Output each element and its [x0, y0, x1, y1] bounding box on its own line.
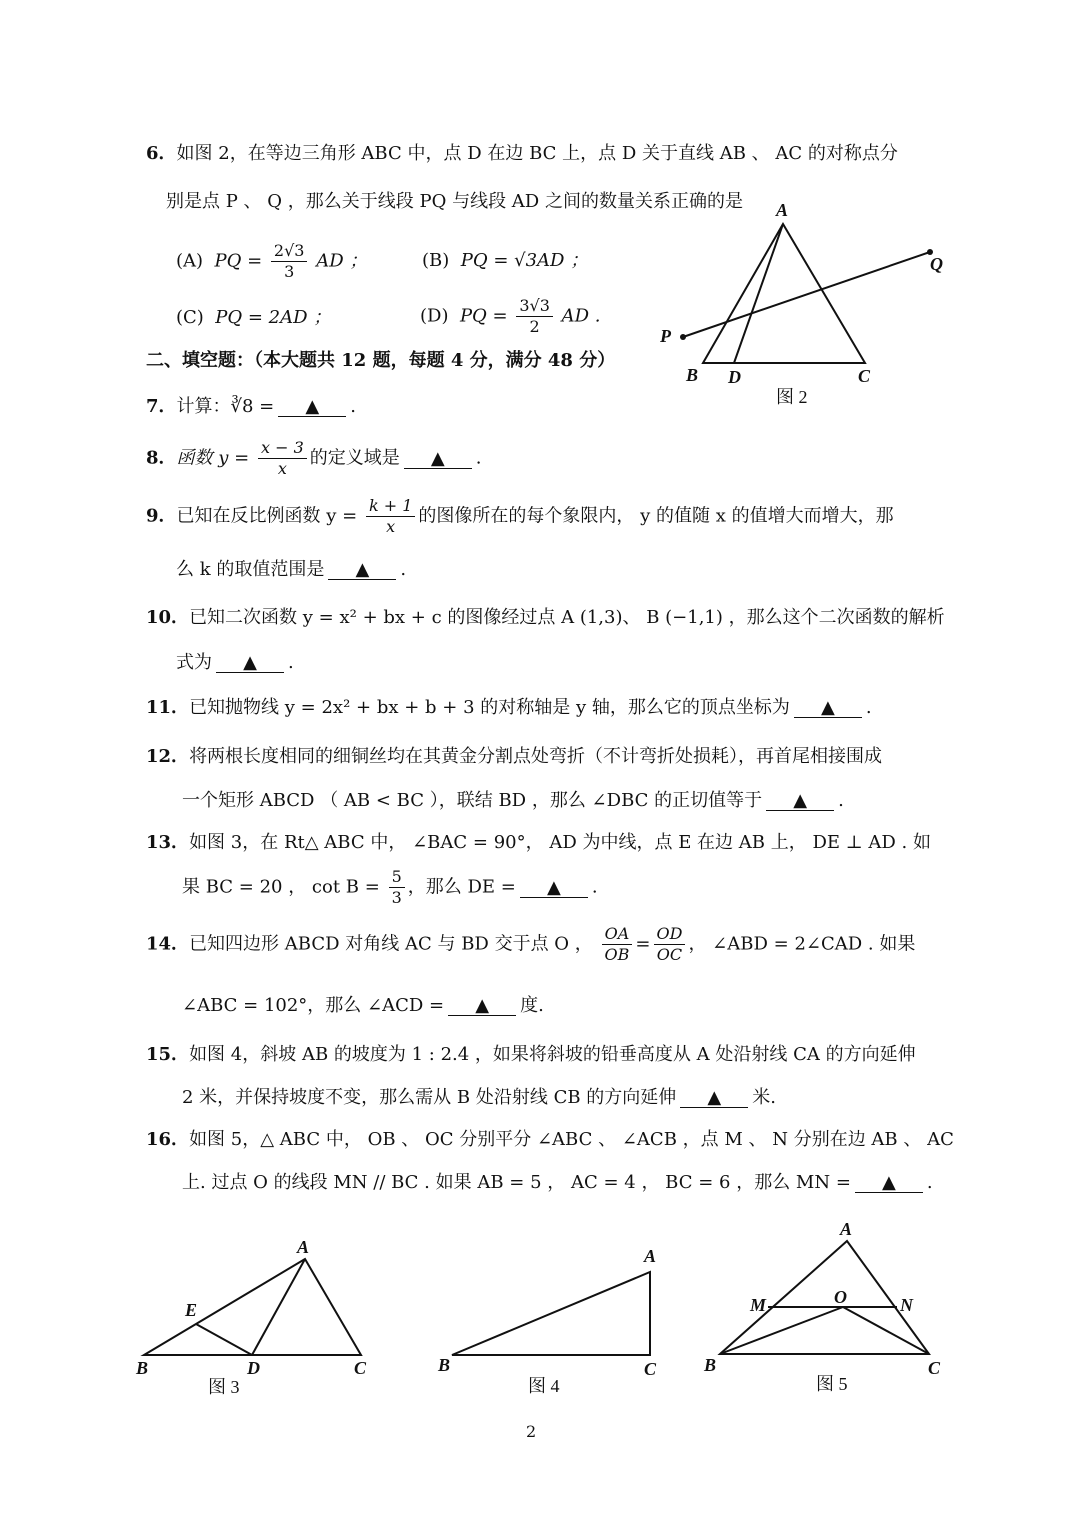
- q10-text-2: 式为: [176, 652, 212, 673]
- q10-line2: [176, 654, 294, 673]
- q7-answer-blank: ▲: [278, 398, 346, 417]
- page-number: 2: [526, 1422, 537, 1441]
- fig4-label-b: B: [438, 1355, 451, 1375]
- fig5-label-b: B: [704, 1355, 717, 1375]
- q6-option-a-fraction: $\frac{2√3}{3}$: [271, 243, 308, 280]
- q13-text-1: 如图 3，在 Rt△ ABC 中， ∠BAC = 90°， AD 为中线，点 E 在边 AB 上， DE ⊥ AD . 如: [189, 832, 931, 853]
- fig4-label-c: C: [644, 1359, 657, 1379]
- q12-text-2: 一个矩形 ABCD （ AB < BC ），联结 BD ，那么 ∠DBC 的正切值等于: [182, 790, 763, 811]
- q16-answer-blank: ▲: [855, 1174, 923, 1193]
- q13-text-2-mid: ，那么 DE =: [407, 876, 516, 898]
- q12-text-1: 将两根长度相同的细铜丝均在其黄金分割点处弯折（不计弯折处损耗），再首尾相接围成: [189, 746, 883, 767]
- q9-text-2: 么 k 的取值范围是: [176, 559, 325, 580]
- q10-number: 10．: [146, 607, 190, 628]
- fig2-label-b: B: [686, 365, 699, 385]
- fig2-label-d: D: [728, 367, 741, 387]
- fig2-caption: 图 2: [776, 387, 808, 407]
- q15-number: 15．: [146, 1044, 190, 1065]
- fig3-segment-ad: [252, 1259, 305, 1355]
- q13-line2: [182, 869, 598, 906]
- q6-option-b-label: (B): [422, 250, 450, 271]
- q11-answer-blank: ▲: [794, 699, 862, 718]
- q13-line1: [146, 834, 931, 852]
- figure-2: [650, 200, 950, 407]
- q14-text-2: ∠ABC = 102°，那么 ∠ACD =: [182, 995, 445, 1016]
- q15-text-2: 2 米，并保持坡度不变，那么需从 B 处沿射线 CB 的方向延伸: [182, 1087, 677, 1108]
- fig2-label-p: P: [660, 326, 671, 346]
- q9-answer-blank: ▲: [328, 561, 396, 580]
- q6-number: 6．: [146, 143, 177, 164]
- q13-answer-blank: ▲: [520, 879, 588, 898]
- fig2-triangle-abc: [703, 224, 865, 363]
- q12-period: .: [838, 790, 844, 811]
- q13-period: .: [591, 876, 598, 898]
- q6-option-a-label: (A): [176, 250, 204, 272]
- q9-line1: [146, 498, 894, 535]
- q14-number: 14．: [146, 933, 190, 955]
- fig5-label-m: M: [750, 1295, 767, 1315]
- fig2-label-q: Q: [930, 254, 943, 274]
- fig5-label-a: A: [840, 1219, 853, 1239]
- q16-line1: [146, 1131, 954, 1149]
- q6-option-d: [420, 298, 601, 335]
- fig5-label-n: N: [900, 1295, 913, 1315]
- q12-answer-blank: ▲: [766, 792, 834, 811]
- fig2-point-p: [680, 334, 686, 340]
- fig3-label-b: B: [136, 1358, 149, 1378]
- q8-fraction: $\frac{x - 3}{x}$: [258, 440, 307, 477]
- q6-option-d-rhs: AD .: [561, 305, 601, 327]
- q11-period: .: [865, 697, 872, 718]
- q9-period: .: [400, 559, 407, 580]
- q6-text-1: 如图 2，在等边三角形 ABC 中，点 D 在边 BC 上，点 D 关于直线 AB 、 AC 的对称点分: [176, 143, 898, 164]
- q9-fraction: $\frac{k + 1}{x}$: [366, 498, 415, 535]
- q15-answer-blank: ▲: [680, 1089, 748, 1108]
- q14-equals: =: [635, 933, 651, 955]
- fig3-caption: 图 3: [208, 1377, 240, 1397]
- q10-answer-blank: ▲: [216, 654, 284, 673]
- q8-prefix: 函数 y =: [176, 447, 250, 469]
- q16-number: 16．: [146, 1129, 190, 1150]
- q14-answer-blank: ▲: [448, 997, 516, 1016]
- fig3-label-d: D: [247, 1358, 260, 1378]
- fig5-label-o: O: [834, 1287, 847, 1307]
- q6-line2: 别是点 P 、 Q ，那么关于线段 PQ 与线段 AD 之间的数量关系正确的是: [166, 191, 743, 212]
- figure-4: [430, 1235, 690, 1405]
- q15-line2: [182, 1089, 776, 1108]
- q9-prefix: 已知在反比例函数 y =: [176, 505, 358, 527]
- q6-option-a-lhs: PQ =: [214, 250, 263, 272]
- q10-period: .: [288, 652, 294, 673]
- fig3-label-c: C: [354, 1358, 367, 1378]
- q14-fraction-oa-ob: $\frac{OA}{OB}$: [602, 926, 633, 963]
- q7-line: [146, 398, 356, 417]
- figure-5: [700, 1220, 960, 1395]
- q6-option-b: [422, 252, 588, 270]
- q6-option-d-label: (D): [420, 305, 449, 327]
- q14-fraction-od-oc: $\frac{OD}{OC}$: [654, 926, 686, 963]
- q8-line: [146, 440, 481, 477]
- q7-prefix: 计算：: [176, 396, 231, 417]
- q14-text-1-post: ， ∠ABD = 2∠CAD . 如果: [688, 933, 916, 955]
- q7-period: .: [350, 396, 356, 417]
- q8-answer-blank: ▲: [404, 450, 472, 469]
- fig5-segment-oc: [843, 1307, 929, 1354]
- fig2-label-c: C: [858, 366, 871, 386]
- q16-period: .: [926, 1172, 933, 1193]
- q15-text-1: 如图 4，斜坡 AB 的坡度为 1 : 2.4 ，如果将斜坡的铅垂高度从 A 处沿射线 CA 的方向延伸: [189, 1044, 916, 1065]
- q8-middle: 的定义域是: [309, 447, 400, 469]
- fig3-label-e: E: [185, 1300, 198, 1320]
- q13-fraction: $\frac{5}{3}$: [389, 869, 405, 906]
- q16-text-2: 上. 过点 O 的线段 MN // BC . 如果 AB = 5 ， AC = 4 ， BC = 6 ，那么 MN =: [182, 1172, 851, 1193]
- q9-number: 9．: [146, 505, 177, 527]
- q11-number: 11．: [146, 697, 190, 718]
- q12-line1: [146, 748, 882, 766]
- figure-3: [130, 1235, 390, 1405]
- q6-option-a-rhs: AD ；: [316, 250, 368, 272]
- q7-number: 7．: [146, 396, 177, 417]
- fig3-segment-de: [196, 1324, 252, 1355]
- q6-option-d-lhs: PQ =: [459, 305, 508, 327]
- q10-line1: [146, 609, 945, 627]
- q11-line: [146, 699, 872, 718]
- q10-text-1: 已知二次函数 y = x² + bx + c 的图像经过点 A (1,3)、 B (−1,1) ，那么这个二次函数的解析: [189, 607, 945, 628]
- q6-line1: [146, 145, 898, 163]
- fig2-label-a: A: [776, 200, 789, 220]
- fig4-label-a: A: [644, 1246, 657, 1266]
- q14-unit: 度.: [520, 995, 544, 1016]
- q15-line1: [146, 1046, 916, 1064]
- q7-expression: ∛8 =: [230, 396, 275, 417]
- q8-number: 8．: [146, 447, 177, 469]
- q6-option-d-fraction: $\frac{3√3}{2}$: [516, 298, 553, 335]
- q12-number: 12．: [146, 746, 190, 767]
- q6-option-b-text: PQ = √3AD ；: [460, 250, 589, 271]
- section-2-header: 二、填空题：（本大题共 12 题，每题 4 分，满分 48 分）: [146, 350, 616, 371]
- fig2-segment-ad: [734, 224, 783, 363]
- q9-line2: [176, 561, 406, 580]
- q14-text-1-pre: 已知四边形 ABCD 对角线 AC 与 BD 交于点 O ，: [189, 933, 593, 955]
- q12-line2: [182, 792, 844, 811]
- q11-text: 已知抛物线 y = 2x² + bx + b + 3 的对称轴是 y 轴，那么它的顶点坐标为: [189, 697, 790, 718]
- fig3-label-a: A: [297, 1237, 310, 1257]
- q6-option-c-text: PQ = 2AD ；: [215, 307, 332, 328]
- fig5-segment-ob: [720, 1307, 843, 1354]
- fig5-caption: 图 5: [816, 1374, 848, 1394]
- q16-text-1: 如图 5，△ ABC 中， OB 、 OC 分别平分 ∠ABC 、 ∠ACB ，点 M 、 N 分别在边 AB 、 AC: [189, 1129, 954, 1150]
- q13-text-2-pre: 果 BC = 20 ， cot B =: [182, 876, 380, 898]
- q16-line2: [182, 1174, 933, 1193]
- q15-unit: 米.: [752, 1087, 777, 1108]
- fig4-caption: 图 4: [528, 1376, 560, 1396]
- q6-option-a: [176, 243, 367, 280]
- q14-line2: [182, 997, 544, 1016]
- q9-middle: 的图像所在的每个象限内， y 的值随 x 的值增大而增大，那: [418, 505, 894, 527]
- q14-line1: [146, 926, 915, 963]
- q13-number: 13．: [146, 832, 190, 853]
- fig3-triangle-abc: [144, 1259, 361, 1355]
- fig5-label-c: C: [928, 1358, 941, 1378]
- q6-option-c: [176, 309, 331, 327]
- q8-period: .: [475, 447, 482, 469]
- q6-option-c-label: (C): [176, 307, 204, 328]
- fig4-triangle-abc: [452, 1272, 650, 1355]
